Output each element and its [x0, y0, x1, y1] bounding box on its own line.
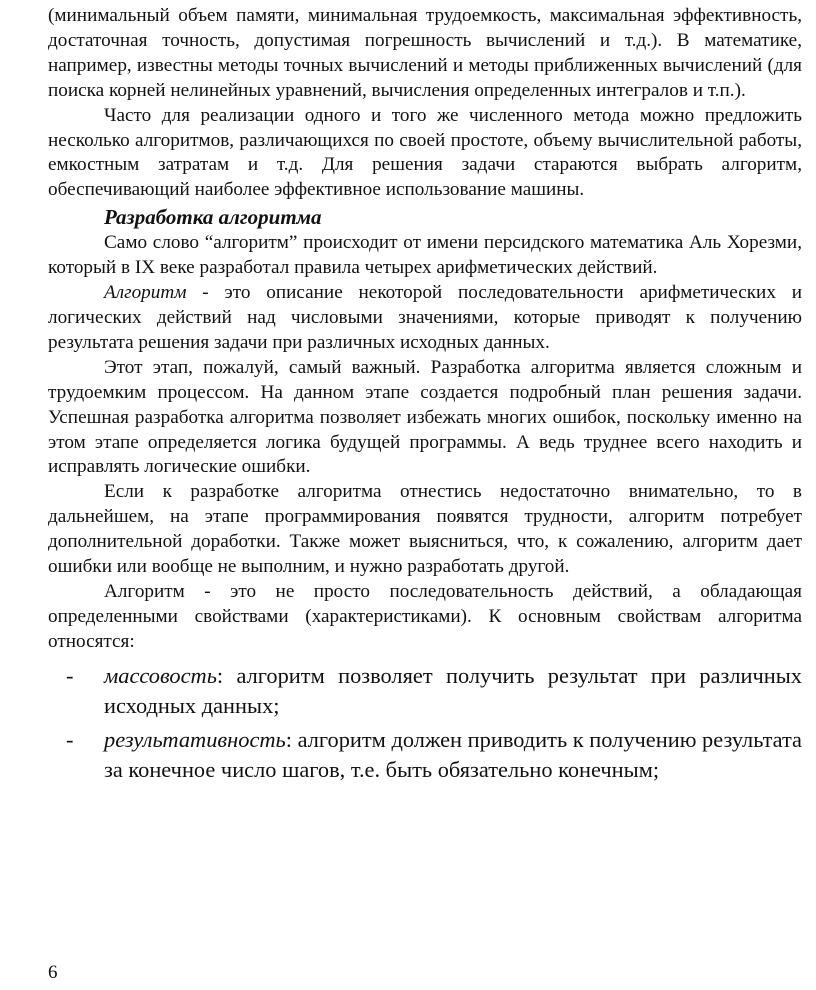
term-algorithm: Алгоритм — [104, 282, 187, 304]
property-term: массовость — [104, 662, 217, 688]
list-dash: - — [66, 726, 74, 752]
paragraph-intro-continuation: (минимальный объем памяти, минимальная трудоемкость, максимальная эффективность, достаточная точность, допустимая погрешность вычислений и т.д.). В математике, например, известны методы точных вычислений и методы приближенных вычислений (для поиска корней нелинейных уравнений, вычисления определенных интегралов и т.п.). — [48, 5, 802, 101]
property-text: : алгоритм должен приводить к получению результата за конечное число шагов, т.е. быть обязательно конечным; — [104, 726, 802, 782]
property-text: : алгоритм позволяет получить результат при различных исходных данных; — [104, 662, 802, 718]
paragraph-algorithms-choice: Часто для реализации одного и того же численного метода можно предложить несколько алгоритмов, различающихся по своей простоте, объему вычислительной работы, емкостным затратам и т.д. Для решения задачи стараются выбрать алгоритм, обеспечивающий наиболее эффективное использование машины. — [48, 104, 802, 201]
list-item — [48, 725, 802, 785]
paragraph-word-origin: Само слово “алгоритм” происходит от имени персидского математика Аль Хорезми, который в IX веке разработал правила четырех арифметических действий. — [48, 232, 802, 279]
paragraph-properties-intro: Алгоритм - это не просто последовательность действий, а обладающая определенными свойствами (характеристиками). К основным свойствам алгоритма относятся: — [48, 580, 802, 652]
list-item — [48, 661, 802, 721]
section-title: Разработка алгоритма — [104, 205, 322, 230]
page-number: 6 — [48, 962, 58, 983]
paragraph-stage-importance: Этот этап, пожалуй, самый важный. Разработка алгоритма является сложным и трудоемким процессом. На данном этапе создается подробный план решения задачи. Успешная разработка алгоритма позволяет избежать многих ошибок, поскольку именно на этом этапе определяется логика будущей программы. А ведь труднее всего находить и исправлять логические ошибки. — [48, 356, 802, 478]
page-body — [48, 4, 802, 789]
definition-text: - это описание некоторой последовательности арифметических и логических действий над числовыми значениями, которые приводят к получению результата решения задачи при различных исходных данных. — [48, 282, 802, 353]
properties-list — [48, 661, 802, 785]
property-term: результативность — [104, 726, 286, 752]
paragraph-careless-design: Если к разработке алгоритма отнестись недостаточно внимательно, то в дальнейшем, на этапе программирования появятся трудности, алгоритм потребует дополнительной доработки. Также может выясниться, что, к сожалению, алгоритм дает ошибки или вообще не выполним, и нужно разработать другой. — [48, 481, 802, 578]
paragraph-algorithm-definition — [48, 281, 802, 356]
list-dash: - — [66, 662, 74, 688]
